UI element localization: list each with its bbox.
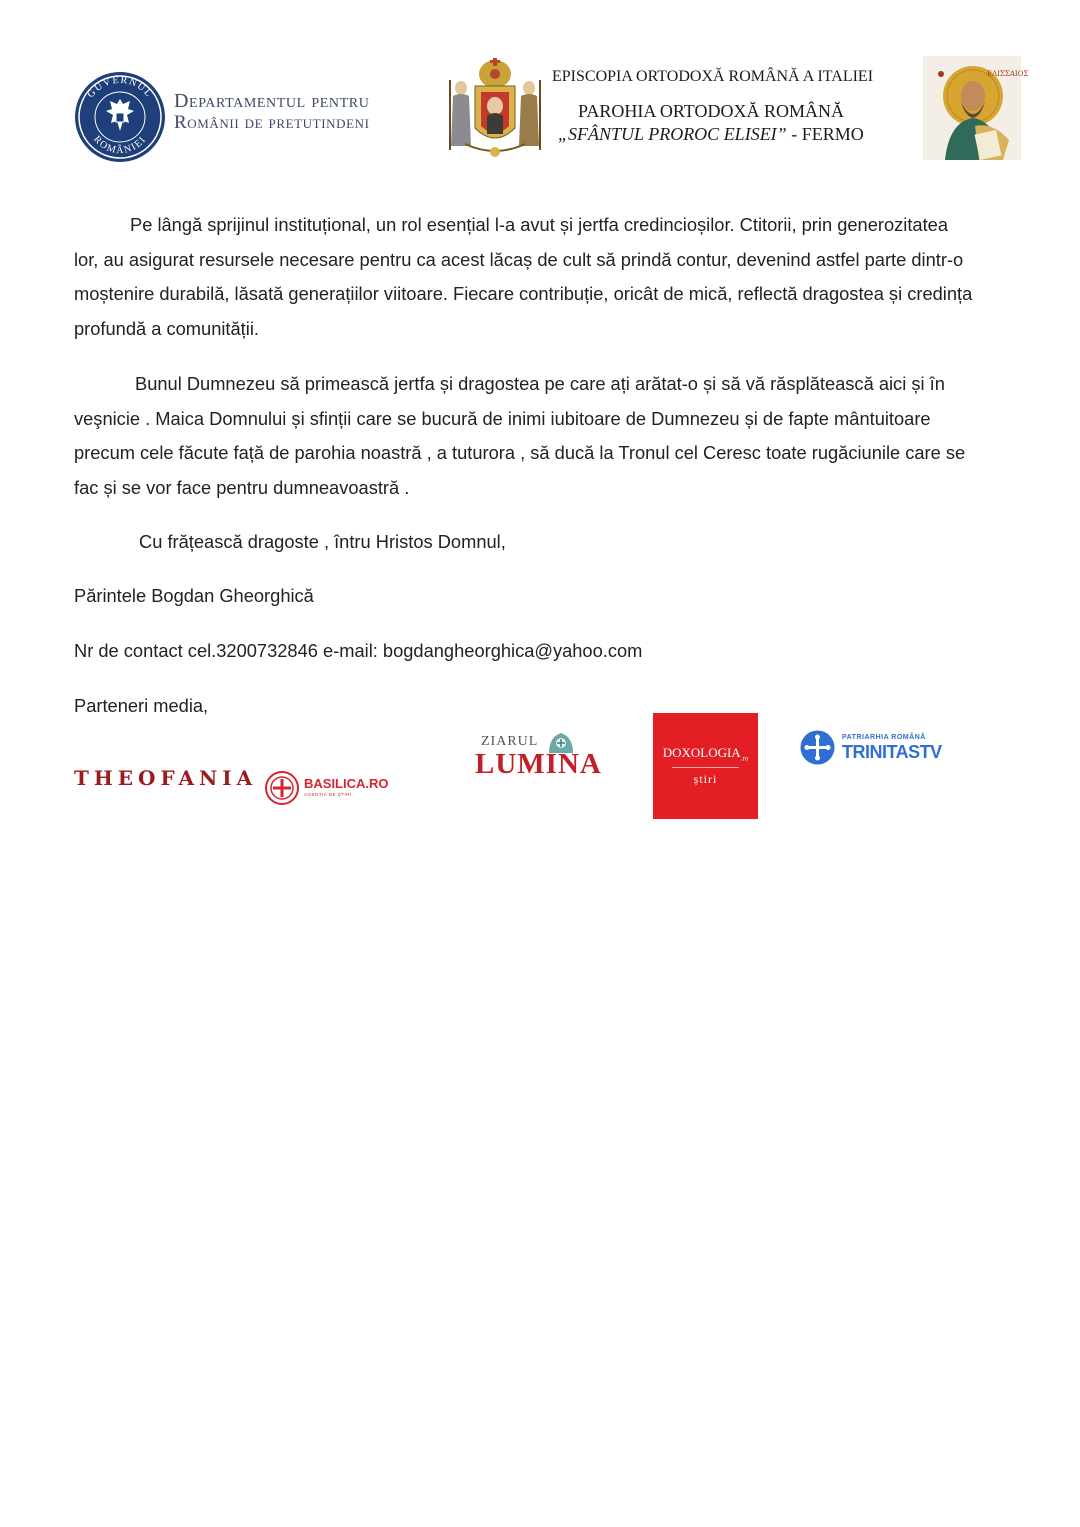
basilica-subtitle: AGENȚIA DE ȘTIRI xyxy=(304,792,352,797)
lumina-logo xyxy=(474,731,602,783)
theofania-logo: THEOFANIA xyxy=(74,766,258,790)
closing-greeting: Cu frățească dragoste , întru Hristos Domnul, xyxy=(139,531,506,552)
doxologia-divider xyxy=(672,767,739,768)
doxologia-name: DOXOLOGIA xyxy=(662,745,741,760)
saint-name: „SFÂNTUL PROROC ELISEI” xyxy=(558,124,787,144)
lumina-name: LUMINA xyxy=(475,748,602,780)
episcopia-title: EPISCOPIA ORTODOXĂ ROMÂNĂ A ITALIEI xyxy=(552,68,874,85)
doxologia-title xyxy=(653,745,758,763)
seal-text-bottom: ROMÂNIEI xyxy=(91,133,149,157)
department-name xyxy=(174,90,370,134)
saint-icon-label: ΕΛΙΣΣΑΙΟΣ xyxy=(987,70,1029,78)
basilica-name: BASILICA.RO xyxy=(304,776,389,791)
department-line-1: Departamentul pentru xyxy=(174,90,370,112)
lumina-prefix: ZIARUL xyxy=(481,734,539,749)
parish-location: - FERMO xyxy=(786,124,864,144)
episcopia-crest-icon xyxy=(445,58,545,160)
seal-text-top: GUVERNUL xyxy=(85,74,155,101)
doxologia-subtitle: știri xyxy=(693,772,718,786)
trinitas-subtitle: PATRIARHIA ROMÂNĂ xyxy=(842,734,926,741)
department-line-2: Românii de pretutindeni xyxy=(174,112,370,133)
media-partners-label: Parteneri media, xyxy=(74,695,209,716)
trinitas-logo xyxy=(800,730,950,766)
basilica-cross-icon xyxy=(264,770,300,806)
saint-elisei-icon xyxy=(923,56,1029,160)
government-seal-icon xyxy=(74,71,166,163)
doxologia-logo xyxy=(653,713,758,819)
trinitas-cross-icon xyxy=(800,730,835,765)
doxologia-suffix: .ro xyxy=(740,754,749,763)
parohia-title: PAROHIA ORTODOXĂ ROMÂNĂ xyxy=(578,101,844,121)
signature: Părintele Bogdan Gheorghică xyxy=(74,585,314,606)
paragraph-founders: Pe lângă sprijinul instituțional, un rol esențial l-a avut și jertfa credincioșilor. Ctitorii, prin generozitatea lor, au asigurat resursele necesare pentru ca acest lăcaș de cult să prindă contur, devenind astfel parte dintr-o moștenire durabilă, lăsată generațiilor viitoare. Fiecare contribuție, oricât de mică, reflectă dragostea și credința profundă a comunității. xyxy=(74,214,973,339)
contact-info: Nr de contact cel.3200732846 e-mail: bogdangheorghica@yahoo.com xyxy=(74,640,643,661)
parish-name xyxy=(558,124,864,145)
trinitas-name: TRINITASTV xyxy=(842,742,942,762)
paragraph-blessing: Bunul Dumnezeu să primească jertfa și dragostea pe care ați arătat-o și să vă răsplătească aici și în veşnicie . Maica Domnului și sfinții care se bucură de inimi iubitoare de Dumnezeu și de fapte mântuitoare precum cele făcute față de parohia noastră , a tuturora , să ducă la Tronul cel Ceresc toate rugăciunile care se fac și se vor face pentru dumneavoastră . xyxy=(74,373,966,498)
basilica-logo xyxy=(264,768,394,806)
